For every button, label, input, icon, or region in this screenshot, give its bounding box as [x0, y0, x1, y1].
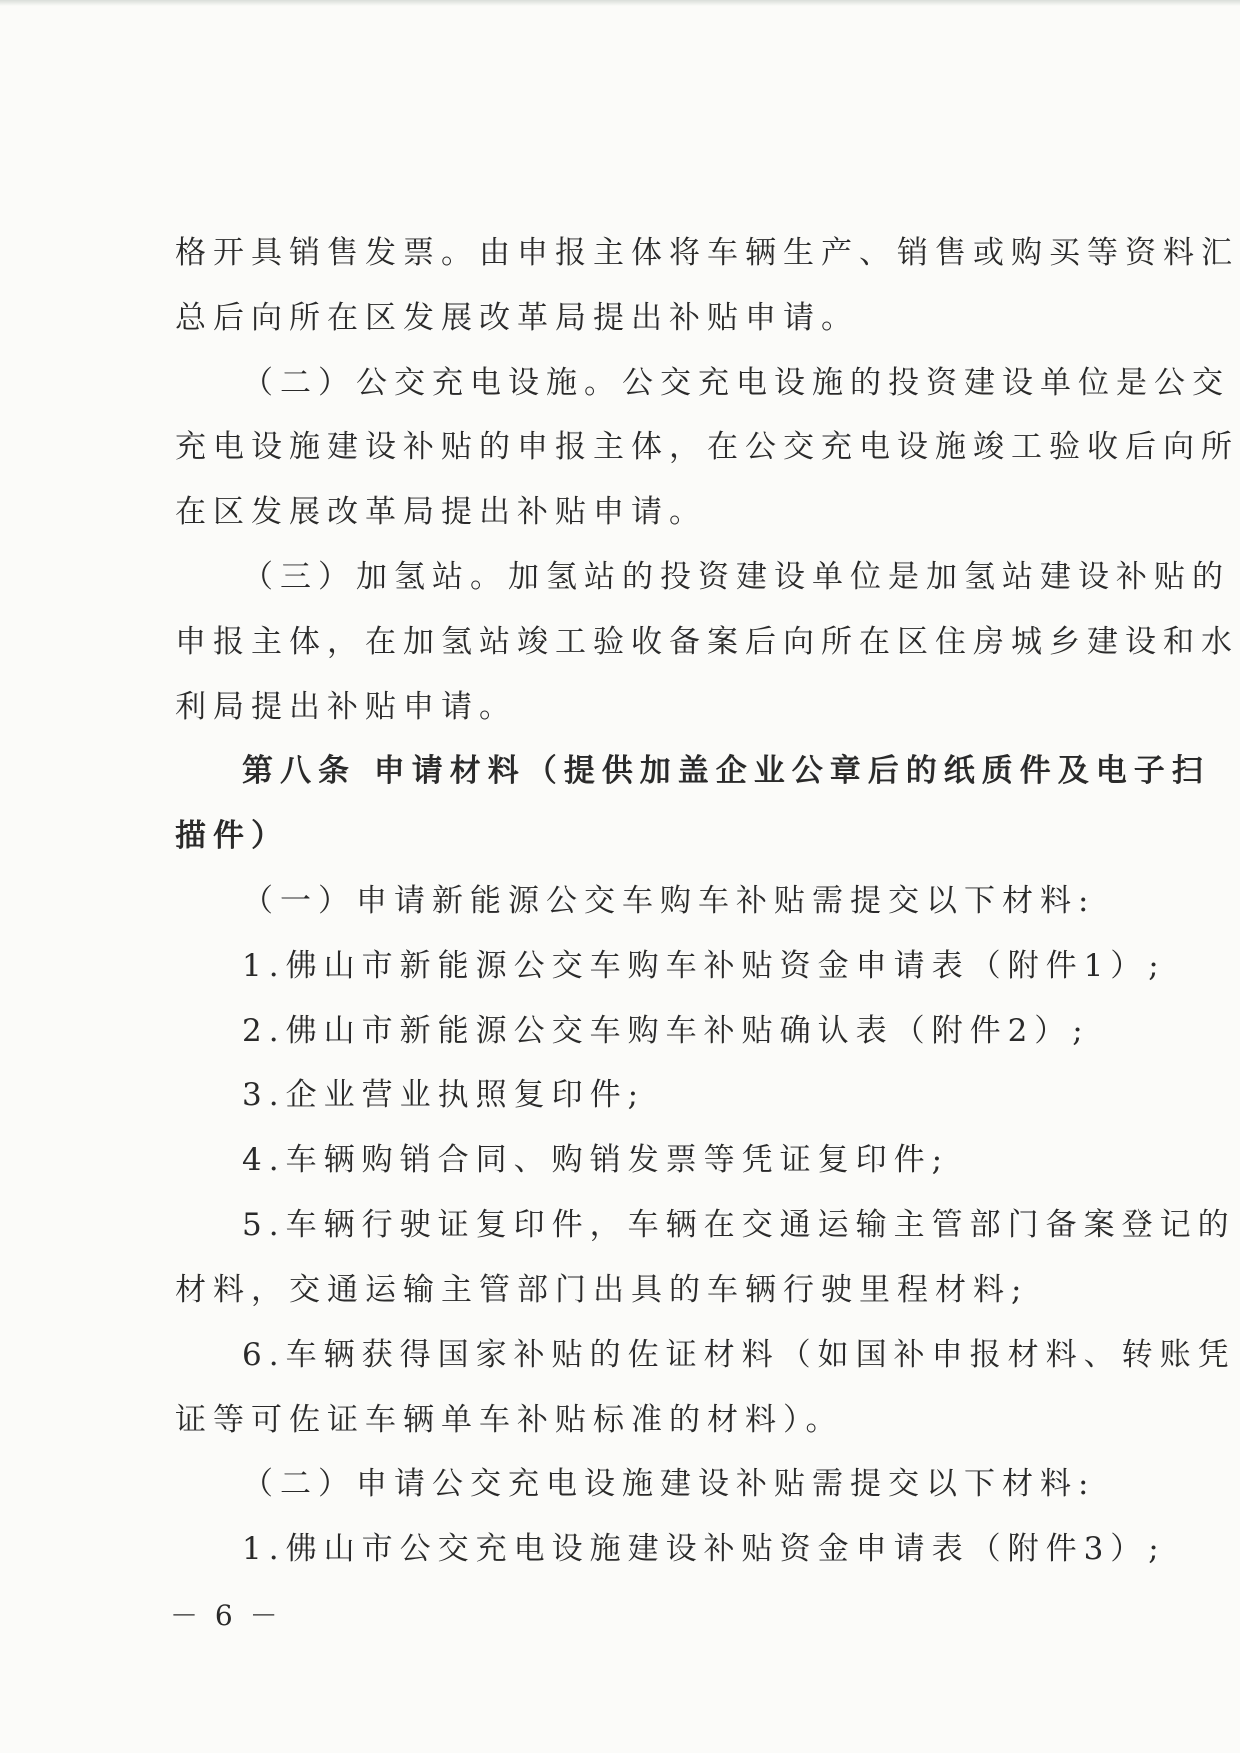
body-line: 利局提出补贴申请。 — [175, 689, 517, 725]
body-line: （二）申请公交充电设施建设补贴需提交以下材料: — [242, 1466, 1096, 1502]
page-number: － 6 － — [170, 1599, 282, 1632]
body-line: 申报主体，在加氢站竣工验收备案后向所在区住房城乡建设和水 — [175, 624, 1239, 660]
body-line: （二）公交充电设施。公交充电设施的投资建设单位是公交 — [242, 365, 1230, 401]
body-line: 总后向所在区发展改革局提出补贴申请。 — [175, 300, 859, 336]
list-item: 5.车辆行驶证复印件，车辆在交通运输主管部门备案登记的 — [242, 1207, 1236, 1243]
body-line: 在区发展改革局提出补贴申请。 — [175, 494, 707, 530]
list-item: 1.佛山市新能源公交车购车补贴资金申请表（附件1）; — [242, 948, 1166, 984]
body-line: 格开具销售发票。由申报主体将车辆生产、销售或购买等资料汇 — [175, 235, 1239, 271]
body-line: （三）加氢站。加氢站的投资建设单位是加氢站建设补贴的 — [242, 559, 1230, 595]
article-heading: 第八条 申请材料（提供加盖企业公章后的纸质件及电子扫 — [242, 753, 1210, 789]
list-item: 证等可佐证车辆单车补贴标准的材料）。 — [175, 1402, 844, 1438]
body-line: （一）申请新能源公交车购车补贴需提交以下材料: — [242, 883, 1096, 919]
list-item: 6.车辆获得国家补贴的佐证材料（如国补申报材料、转账凭 — [242, 1337, 1236, 1373]
list-item: 1.佛山市公交充电设施建设补贴资金申请表（附件3）; — [242, 1531, 1166, 1567]
body-line: 充电设施建设补贴的申报主体，在公交充电设施竣工验收后向所 — [175, 429, 1239, 465]
article-heading: 描件） — [175, 818, 289, 854]
list-item: 2.佛山市新能源公交车购车补贴确认表（附件2）; — [242, 1013, 1090, 1049]
list-item: 材料，交通运输主管部门出具的车辆行驶里程材料; — [175, 1272, 1029, 1308]
list-item: 4.车辆购销合同、购销发票等凭证复印件; — [242, 1142, 950, 1178]
list-item: 3.企业营业执照复印件; — [242, 1077, 646, 1113]
